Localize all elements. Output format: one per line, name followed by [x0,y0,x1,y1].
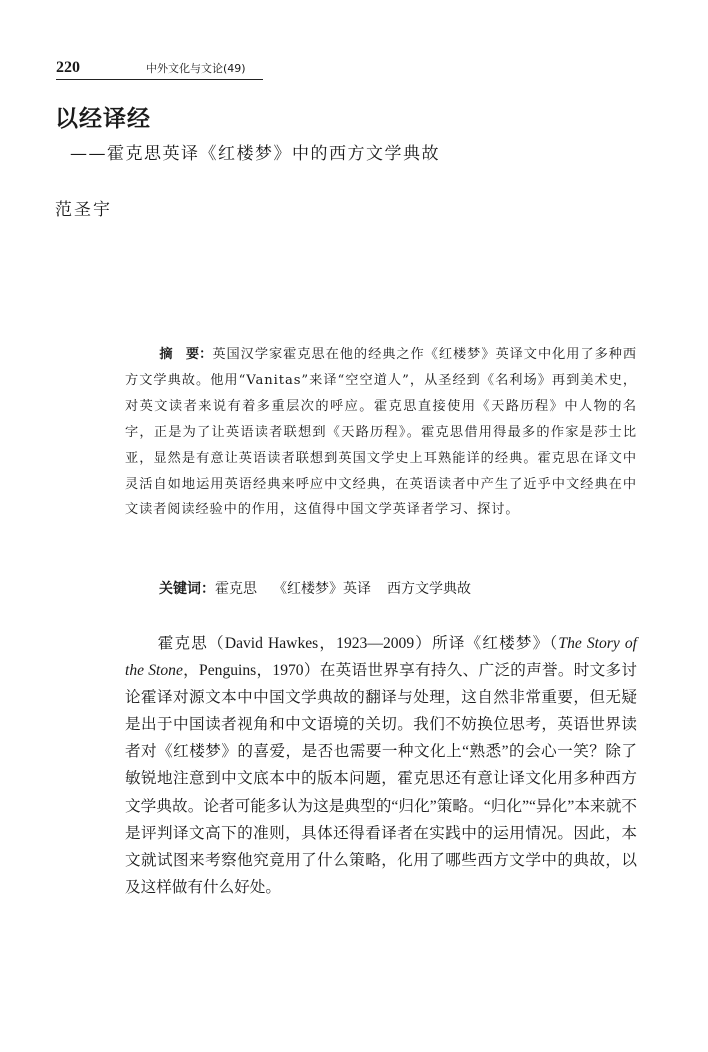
article-subtitle: ——霍克思英译《红楼梦》中的西方文学典故 [70,144,440,164]
body-text-segment: 霍克思（David Hawkes，1923—2009）所译《红楼梦》（ [157,635,559,652]
running-header [56,59,263,80]
body-paragraph [125,630,637,901]
author-name: 范圣宇 [55,200,112,220]
abstract [125,342,637,523]
page-number: 220 [56,59,80,76]
abstract-label: 摘 要： [159,347,213,362]
journal-title: 中外文化与文论(49) [146,62,246,75]
keyword-item: 西方文学典故 [387,581,471,597]
keywords [159,577,487,601]
abstract-text: 英国汉学家霍克思在他的经典之作《红楼梦》英译文中化用了多种西方文学典故。他用“Vanitas”来译“空空道人”，从圣经到《名利场》再到美术史，对英文读者来说有着多重层次的呼应。霍克思直接使用《天路历程》中人物的名字，正是为了让英语读者联想到《天路历程》。霍克思借用得最多的作家是莎士比亚，显然是有意让英语读者联想到英国文学史上耳熟能详的经典。霍克思在译文中灵活自如地运用英语经典来呼应中文经典，在英语读者中产生了近乎中文经典在中文读者阅读经验中的作用，这值得中国文学英译者学习、探讨。 [125,347,637,518]
book-title: The Story of the Stone [125,635,637,680]
body-text-segment: ，Penguins，1970）在英语世界享有持久、广泛的声誉。时文多讨论霍译对源文本中中国文学典故的翻译与处理，这自然非常重要，但无疑是出于中国读者视角和中文语境的关切。我们不妨换位思考，英语世界读者对《红楼梦》的喜爱，是否也需要一种文化上“熟悉”的会心一笑？除了敏锐地注意到中文底本中的版本问题，霍克思还有意让译文化用多种西方文学典故。论者可能多认为这是典型的“归化”策略。“归化”“异化”本来就不是评判译文高下的准则，具体还得看译者在实践中的运用情况。因此，本文就试图来考察他究竟用了什么策略，化用了哪些西方文学中的典故，以及这样做有什么好处。 [125,662,638,896]
keyword-item: 《红楼梦》英译 [273,581,371,597]
keyword-item: 霍克思 [215,581,257,597]
keywords-label: 关键词： [159,581,215,597]
article-title: 以经译经 [55,106,151,132]
